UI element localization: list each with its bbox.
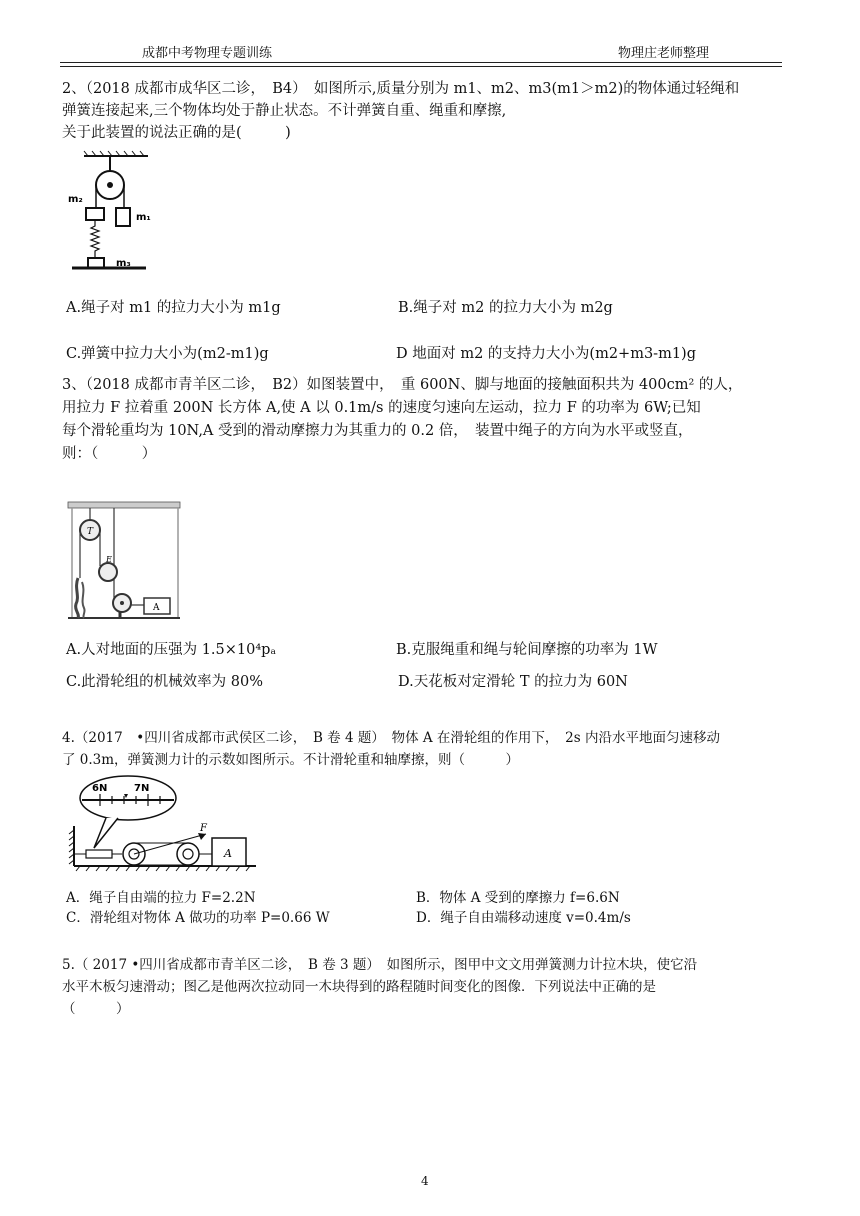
header-left: 成都中考物理专题训练 bbox=[142, 46, 273, 61]
q3-line-1: 3、（2018 成都市青羊区二诊， B2）如图装置中， 重 600N、脚与地面的接触面积共为 400cm² 的人， bbox=[62, 377, 743, 393]
q4-option-d[interactable]: D．绳子自由端移动速度 v=0.4m/s bbox=[416, 910, 631, 926]
pulley-e-label: E bbox=[106, 555, 112, 564]
q2-option-b[interactable]: B.绳子对 m2 的拉力大小为 m2g bbox=[398, 300, 613, 316]
q3-line-3: 每个滑轮重均为 10N,A 受到的滑动摩擦力为其重力的 0.2 倍， 装置中绳子的方向为水平或竖直， bbox=[62, 423, 693, 439]
q3-line-4: 则：（ ） bbox=[62, 446, 157, 462]
q3-option-d[interactable]: D.天花板对定滑轮 T 的拉力为 60N bbox=[398, 674, 628, 690]
q3-option-b[interactable]: B.克服绳重和绳与轮间摩擦的功率为 1W bbox=[396, 642, 658, 658]
q3-option-c[interactable]: C.此滑轮组的机械效率为 80% bbox=[66, 674, 264, 690]
question-3 bbox=[62, 374, 792, 466]
header-rule-2 bbox=[60, 66, 782, 67]
question-4 bbox=[62, 727, 792, 771]
block-a-label: A bbox=[153, 603, 160, 613]
gauge-7n-label: 7N bbox=[134, 783, 150, 794]
pulley-t-label: T bbox=[87, 527, 94, 537]
q5-line-1: 5.（ 2017 •四川省成都市青羊区二诊， B 卷 3 题） 如图所示，图甲中文文用弹簧测力计拉木块，使它沿 bbox=[62, 957, 698, 973]
q2-line-2: 弹簧连接起来,三个物体均处于静止状态。不计弹簧自重、绳重和摩擦, bbox=[62, 103, 507, 119]
m2-label: m₂ bbox=[68, 194, 83, 205]
q5-line-2: 水平木板匀速滑动；图乙是他两次拉动同一木块得到的路程随时间变化的图像．下列说法中正确的是 bbox=[62, 979, 656, 995]
q4-figure bbox=[66, 774, 262, 874]
q3-line-2: 用拉力 F 拉着重 200N 长方体 A,使 A 以 0.1m/s 的速度匀速向左运动，拉力 F 的功率为 6W;已知 bbox=[62, 400, 701, 416]
q3-figure bbox=[66, 500, 184, 622]
q4-option-c[interactable]: C．滑轮组对物体 A 做功的功率 P=0.66 W bbox=[66, 910, 330, 926]
block-a-label: A bbox=[224, 847, 232, 860]
gauge-6n-label: 6N bbox=[92, 783, 108, 794]
q4-line-1: 4.（2017 •四川省成都市武侯区二诊， B 卷 4 题） 物体 A 在滑轮组的作用下， 2s 内沿水平地面匀速移动 bbox=[62, 730, 720, 746]
q5-line-3: （ ） bbox=[62, 1001, 130, 1017]
force-f-label: F bbox=[200, 823, 207, 834]
q2-line-1: 2、（2018 成都市成华区二诊， B4） 如图所示,质量分别为 m1、m2、m3(m1＞m2)的物体通过轻绳和 bbox=[62, 81, 740, 97]
q2-option-a[interactable]: A.绳子对 m1 的拉力大小为 m1g bbox=[66, 300, 281, 316]
q4-option-a[interactable]: A．绳子自由端的拉力 F=2.2N bbox=[66, 890, 256, 906]
q4-line-2: 了 0.3m，弹簧测力计的示数如图所示。不计滑轮重和轴摩擦，则（ ） bbox=[62, 752, 520, 768]
question-2 bbox=[62, 78, 792, 144]
header-rule bbox=[60, 62, 782, 63]
m3-label: m₃ bbox=[116, 258, 131, 269]
q2-line-3: 关于此装置的说法正确的是( ) bbox=[62, 125, 291, 141]
q4-option-b[interactable]: B．物体 A 受到的摩擦力 f=6.6N bbox=[416, 890, 620, 906]
question-5 bbox=[62, 954, 792, 1020]
q3-option-a[interactable]: A.人对地面的压强为 1.5×10⁴pₐ bbox=[66, 642, 277, 658]
header-right: 物理庄老师整理 bbox=[618, 46, 710, 61]
q2-figure bbox=[66, 150, 176, 278]
m1-label: m₁ bbox=[136, 212, 151, 223]
q2-option-c[interactable]: C.弹簧中拉力大小为(m2-m1)g bbox=[66, 346, 269, 362]
page-number: 4 bbox=[421, 1174, 429, 1188]
q2-option-d[interactable]: D 地面对 m2 的支持力大小为(m2+m3-m1)g bbox=[396, 346, 696, 362]
